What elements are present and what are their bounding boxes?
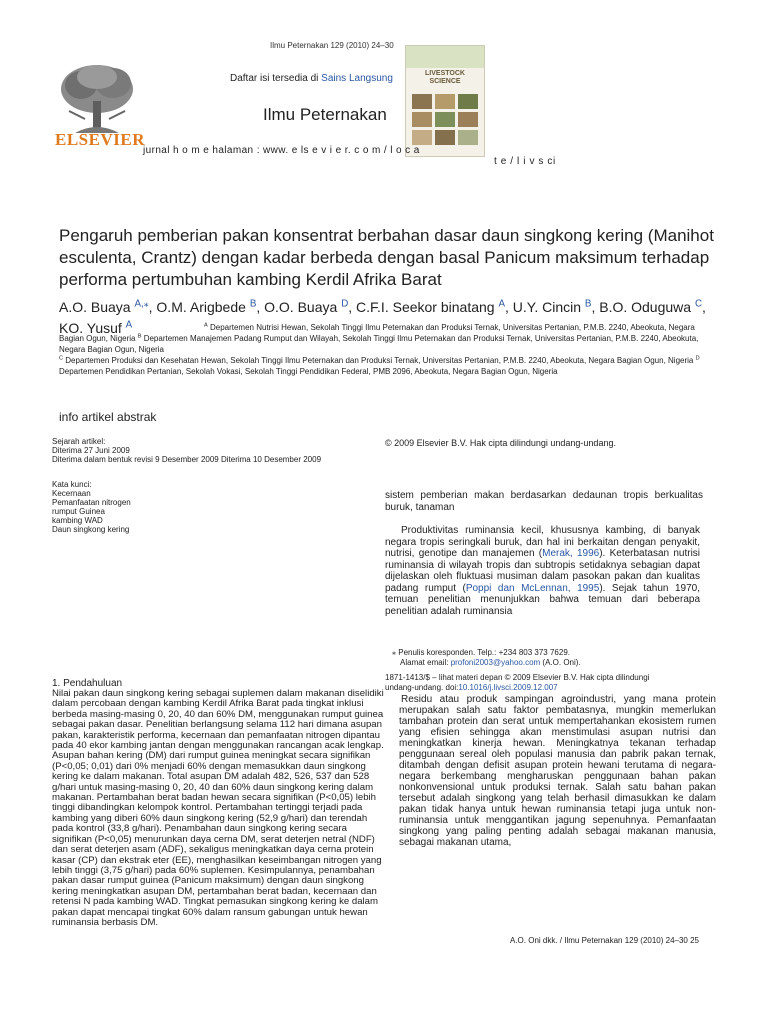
affiliation-mark: A xyxy=(204,322,208,329)
cover-title: LIVESTOCK SCIENCE xyxy=(425,70,465,85)
affiliation-mark: B xyxy=(137,333,142,340)
intro-paragraph xyxy=(385,525,700,617)
affiliation-text: Departemen Pendidikan Pertanian, Sekolah Vokasi, Sekolah Tinggi Pendidikan Federal, PMB 2096, Abeokuta, Negara Bagian Ogun, Nigeria xyxy=(59,367,558,376)
science-direct-link[interactable]: Sains Langsung xyxy=(321,73,393,84)
paragraph-text: ). Keterbatasan nutrisi ruminansia di wilayah tropis dan subtropis setidaknya sebagian dapat dijelaskan oleh fluktuasi musiman dalam pasokan pakan dan kualitas padang rumput ( xyxy=(385,548,701,594)
history-label: Sejarah artikel: xyxy=(52,437,106,446)
intro-body-paragraph: Residu atau produk sampingan agroindustri, yang mana protein merupakan salah satu faktor pembatasnya, mungkin memerlukan tambahan protein dan serat untuk mempertahankan ekosistem rumen yang efisien sehingga akan menstimulasi asupan nutrisi dan meningkatkan kinerja hewan. Meningkatnya tekanan terhadap penggunaan sereal oleh populasi manusia dan pabrik pakan ternak, ditambah dengan defisit asupan protein hewani terutama di negara-negara berkembang mengharuskan penggunaan bahan pakan nonkonvensional untuk produksi ternak. Salah satu bahan pakan tersebut adalah singkong yang telah berhasil dimasukkan ke dalam pakan tidak hanya untuk hewan ruminansia tetapi juga untuk non-ruminansia untuk menggantikan jagung sepenuhnya. Pemanfaatan singkong yang paling penting adalah sebagai makanan manusia, sebagai makanan utama, xyxy=(399,694,716,848)
contents-prefix: Daftar isi tersedia di xyxy=(230,73,322,84)
received-date: Diterima 27 Juni 2009 xyxy=(52,446,130,455)
journal-homepage: jurnal h o m e halaman : www. e ls e v i e r. c o m / l o c a xyxy=(143,145,420,156)
author-affiliation-mark[interactable]: A,⁎ xyxy=(134,298,149,310)
author-name: A.O. Buaya xyxy=(59,299,131,315)
section-heading: 1. Pendahuluan xyxy=(52,678,123,689)
abstract-body: Nilai pakan daun singkong kering sebagai suplemen dalam makanan diselidiki dalam percobaan dengan kambing Kerdil Afrika Barat pada tingkat inklusi berbeda masing-masing 0, 20, 40 dan 60% DM, menggunakan rumput guinea sebagai pakan dasar. Penelitian berlangsung selama 112 hari dimana asupan pakan, karakteristik performa, kecernaan dan pemanfaatan nitrogen dipantau pada 40 ekor kambing jantan dengan menggunakan rancangan acak lengkap. Asupan bahan kering (DM) dari rumput guinea meningkat secara signifikan (P<0,05; 0,01) dari 0% menjadi 60% dengan memasukkan daun singkong kering ke dalam makanan. Total asupan DM adalah 482, 526, 537 dan 528 g/hari untuk masing-masing 0, 20, 40 dan 60% daun singkong kering dalam makanan. Pertambahan berat badan hewan secara signifikan (P<0,05) lebih tinggi dibandingkan kelompok kontrol. Pertambahan tertinggi terjadi pada kambing yang diberi 60% daun singkong kering (52,9 g/hari) dan terendah pada kontrol (33,8 g/hari). Penambahan daun singkong kering secara signifikan (P<0,05) menurunkan daya cerna DM, serat deterjen netral (NDF) dan serat deterjen asam (ADF), sekaligus meningkatkan daya cerna protein kasar (CP) dan ekstrak eter (EE), menghasilkan keseimbangan nitrogen yang lebih tinggi (3,75 g/hari) pada 60% suplemen. Kesimpulannya, penambahan pakan dasar rumput guinea (Panicum maksimum) dengan daun singkong kering meningkatkan asupan DM, pertambahan berat badan, kecernaan dan retensi N pada kambing WAD. Tingkat pemasukan singkong kering ke dalam pakan dapat mencapai tingkat 60% dalam ransum gabungan untuk hewan ruminansia berbasis DM. xyxy=(52,688,384,928)
article-info-abstract-header: info artikel abstrak xyxy=(59,410,157,424)
author-affiliation-mark[interactable]: B xyxy=(249,298,257,310)
copyright-notice: © 2009 Elsevier B.V. Hak cipta dilindungi undang-undang. xyxy=(385,438,616,448)
affiliation-mark: D xyxy=(695,355,700,362)
issn-line: 1871-1413/$ – lihat materi depan © 2009 Elsevier B.V. Hak cipta dilindungi xyxy=(385,673,650,682)
email-link[interactable]: profoni2003@yahoo.com xyxy=(450,658,541,667)
author-affiliation-mark[interactable]: B xyxy=(584,298,592,310)
paragraph-text: ). Sejak tahun 1970, temuan penelitian menunjukkan bahwa temuan dari beberapa penelitian adalah ruminansia xyxy=(385,582,700,617)
author-name: KO. Yusuf xyxy=(59,320,122,336)
author-affiliation-mark[interactable]: A xyxy=(125,319,133,331)
journal-homepage-continued: t e / l i v s ci xyxy=(494,156,556,167)
article-history xyxy=(52,437,362,464)
abstract-fragment: sistem pemberian makan berdasarkan dedaunan tropis berkualitas buruk, tanaman xyxy=(385,490,703,513)
journal-title: Ilmu Peternakan xyxy=(263,105,387,124)
affiliation-text: Departemen Nutrisi Hewan, Sekolah Tinggi Ilmu Peternakan dan Produksi Ternak, Universitas Pertanian, P.M.B. 2240, Abeokuta, Negara Bagian Ogun, Nigeria xyxy=(59,323,695,343)
author-affiliation-mark[interactable]: D xyxy=(341,298,349,310)
elsevier-wordmark: ELSEVIER xyxy=(55,130,145,149)
author-name: B.O. Oduguwa xyxy=(599,299,692,315)
asterisk-mark: ⁎ xyxy=(392,648,396,657)
doi-link[interactable]: 10.1016/j.livsci.2009.12.007 xyxy=(458,683,558,692)
author-list: A.O. Buaya $^{A,⁎}$, O.M. Arigbede $^B$, O.O. Buaya $^D$, C.F.I. Seekor binatang $^A$, U.Y. Cincin $^B$, B.O. Oduguwa $^C$, KO. Yusuf $^A$ xyxy=(59,298,706,336)
affiliation-text: Departemen Produksi dan Kesehatan Hewan, Sekolah Tinggi Ilmu Peternakan dan Produksi Ternak, Universitas Pertanian, P.M.B. 2240, Abeokuta, Negara Bagian Ogun, Nigeria xyxy=(65,356,694,365)
citation-link[interactable]: Merak, 1996 xyxy=(542,548,600,559)
citation-link[interactable]: Poppi dan McLennan, 1995 xyxy=(465,582,600,594)
journal-citation: Ilmu Peternakan 129 (2010) 24–30 xyxy=(270,41,394,50)
revised-accepted-date: Diterima dalam bentuk revisi 9 Desember 2009 Diterima 10 Desember 2009 xyxy=(52,455,322,464)
page-footer: A.O. Oni dkk. / Ilmu Peternakan 129 (2010) 24–30 25 xyxy=(510,936,699,945)
article-title: Pengaruh pemberian pakan konsentrat berbahan dasar daun singkong kering (Manihot esculenta, Crantz) dengan kadar berbeda dengan basal Panicum maksimum terhadap performa pertumbuhan kambing Kerdil Afrika Barat xyxy=(59,226,714,289)
paragraph-text: Produktivitas ruminansia kecil, khususnya kambing, di banyak negara tropis seringkali buruk, dan hal ini berkaitan dengan penyakit, nutrisi, genotipe dan manajemen ( xyxy=(385,525,700,559)
issn-doi-block xyxy=(385,673,685,693)
keyword: Daun singkong kering xyxy=(52,525,130,534)
doi-prefix: undang-undang. doi: xyxy=(385,683,459,692)
keyword: kambing WAD xyxy=(52,516,103,525)
author-affiliation-mark[interactable]: A xyxy=(498,298,506,310)
affiliation-list xyxy=(59,322,714,377)
keywords-label: Kata kunci: xyxy=(52,480,92,489)
email-label: Alamat email: xyxy=(400,658,451,667)
affiliation-text: Departemen Manajemen Padang Rumput dan Wilayah, Sekolah Tinggi Ilmu Peternakan dan Produksi Ternak, Universitas Pertanian, P.M.B. 2240, Abeokuta, Negara Bagian Ogun, Nigeria xyxy=(59,334,699,354)
author-affiliation-mark[interactable]: C xyxy=(694,298,703,310)
email-suffix: (A.O. Oni). xyxy=(540,658,581,667)
affiliation-mark: C xyxy=(59,355,64,362)
author-name: O.O. Buaya xyxy=(264,299,338,315)
contents-availability xyxy=(230,73,393,84)
journal-cover-image xyxy=(405,45,485,157)
author-name: U.Y. Cincin xyxy=(512,299,582,315)
correspondence-text: Penulis koresponden. Telp.: +234 803 373 7629. xyxy=(398,648,570,657)
keyword: rumput Guinea xyxy=(52,507,105,516)
keyword: Kecernaan xyxy=(52,489,91,498)
correspondence-footnote xyxy=(392,648,702,668)
author-name: C.F.I. Seekor binatang xyxy=(356,299,495,315)
author-name: O.M. Arigbede xyxy=(156,299,246,315)
keyword: Pemanfaatan nitrogen xyxy=(52,498,131,507)
keywords xyxy=(52,480,212,534)
